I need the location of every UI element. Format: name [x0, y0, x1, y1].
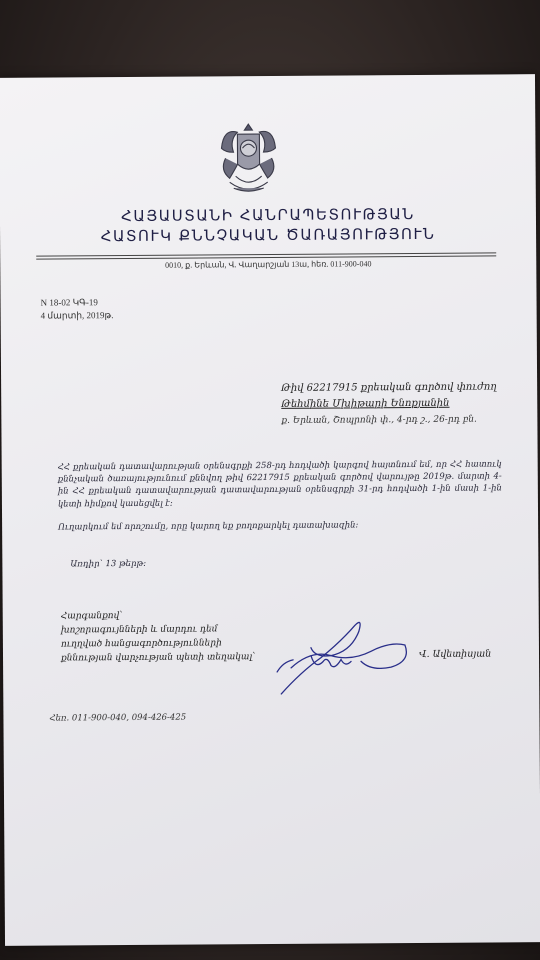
- body-paragraph: ՀՀ քրեական դատավարության օրենսգրքի 258-րդ հոդվածի կարգով հայտնում եմ, որ ՀՀ հատուկ քննչական ծառայությունում քննվող թիվ 62217915 քրեական գործով վարույթը 2019թ. մարտի 4-ին ՀՀ քրեական դատավարության դատավարության օրենսգրքի 31-րդ հոդվածի 1-ին մասի 1-ին կետի հիմքով կասեցվել է:: [57, 459, 502, 510]
- handwritten-signature: [271, 611, 412, 702]
- recipient-address: ք. Երևան, Շոպրոնի փ., 4-րդ շ., 26-րդ բն.: [281, 414, 477, 426]
- reference-number: N 18-02 ԿԳ-19: [40, 297, 98, 308]
- signer-title: ուղղված հանցագործությունների: [60, 638, 222, 650]
- closing-greeting: Հարգանքով՝: [60, 611, 123, 622]
- footer-phone: Հեռ. 011-900-040, 094-426-425: [49, 712, 187, 724]
- letterhead-address: 0010, ք. Երևան, Վ. Վաղարշյան 13ա, հեռ. 011-900-040: [165, 259, 372, 270]
- letterhead-service: ՀԱՏՈՒԿ ՔՆՆՉԱԿԱՆ ԾԱՌԱՅՈՒԹՅՈՒՆ: [100, 224, 436, 246]
- signer-title: քննության վարչության պետի տեղակալ՝: [60, 652, 256, 664]
- body-paragraph: Ուղարկում եմ որոշումը, որը կարող եք բողոքարկել դատախազին:: [58, 520, 359, 533]
- armenia-coat-of-arms-icon: [215, 118, 282, 196]
- signer-title: խոշորագույնների և մարդու դեմ: [60, 624, 218, 636]
- signature-block: [61, 608, 256, 665]
- recipient-case: Թիվ 62217915 քրեական գործով փուժող: [281, 381, 497, 394]
- reference-date: 4 մարտի, 2019թ.: [40, 310, 114, 321]
- letterhead-country: ՀԱՅԱՍՏԱՆԻ ՀԱՆՐԱՊԵՏՈՒԹՅԱՆ: [121, 204, 415, 226]
- signer-name: Վ. Ավետիսյան: [418, 648, 492, 660]
- letter-page: [0, 74, 540, 946]
- recipient-name: Թեհմինե Մխիթարի Ենոքյանին: [281, 397, 450, 410]
- attachment-note: Առդիր՝ 13 թերթ:: [70, 558, 147, 570]
